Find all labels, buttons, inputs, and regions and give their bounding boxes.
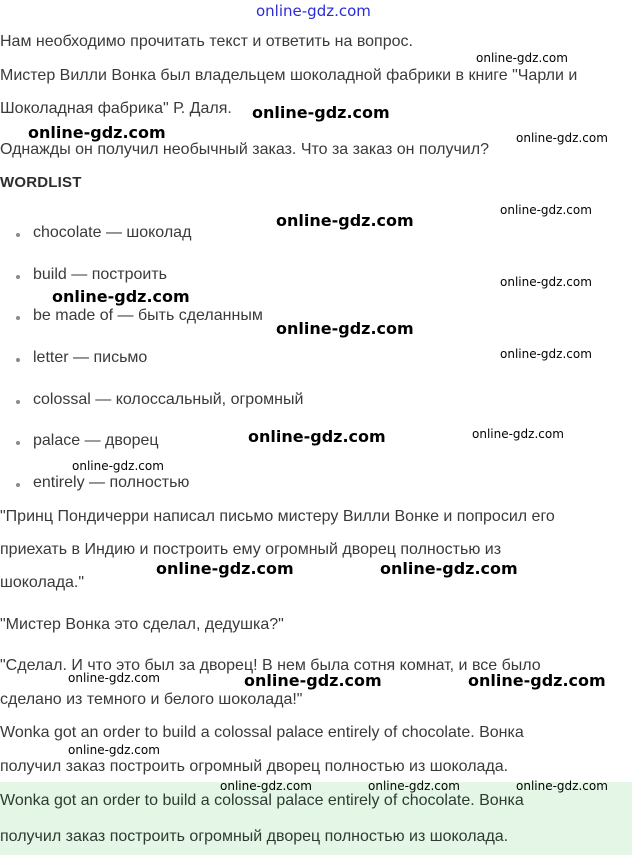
list-item-text: letter — письмо (33, 349, 148, 366)
text-line-7: Wonka got an order to build a colossal palace entirely of chocolate. Вонка (0, 724, 524, 741)
list-item-text: entirely — полностью (33, 474, 190, 491)
watermark: online-gdz.com (68, 743, 160, 757)
watermark: online-gdz.com (468, 671, 606, 690)
text-line-3: шоколада." (0, 574, 85, 591)
watermark: online-gdz.com (500, 275, 592, 289)
text-line-1: "Принц Пондичерри написал письмо мистеру Вилли Вонке и попросил его (0, 508, 555, 525)
watermark: online-gdz.com (516, 779, 608, 793)
watermark: online-gdz.com (380, 559, 518, 578)
header-watermark: online-gdz.com (256, 2, 371, 20)
list-item-text: build — построить (33, 266, 167, 283)
list-item-text: colossal — колоссальный, огромный (33, 391, 304, 408)
watermark: online-gdz.com (28, 123, 166, 142)
bullet-icon (16, 316, 20, 320)
watermark: online-gdz.com (276, 211, 414, 230)
watermark: online-gdz.com (244, 671, 382, 690)
watermark: online-gdz.com (156, 559, 294, 578)
watermark: online-gdz.com (220, 779, 312, 793)
bullet-icon (16, 483, 20, 487)
bullet-icon (16, 233, 20, 237)
watermark: online-gdz.com (248, 427, 386, 446)
answer-line-2: получил заказ построить огромный дворец полностью из шоколада. (0, 828, 509, 845)
watermark: online-gdz.com (252, 103, 390, 122)
watermark: online-gdz.com (72, 459, 164, 473)
bullet-icon (16, 400, 20, 404)
bullet-icon (16, 275, 20, 279)
text-line-6: сделано из темного и белого шоколада!" (0, 691, 303, 708)
bullet-icon (16, 358, 20, 362)
watermark: online-gdz.com (500, 347, 592, 361)
watermark: online-gdz.com (52, 287, 190, 306)
intro-line-1: Нам необходимо прочитать текст и ответить на вопрос. (0, 33, 413, 50)
text-line-5: "Сделал. И что это был за дворец! В нем была сотня комнат, и все было (0, 657, 541, 674)
text-line-4: "Мистер Вонка это сделал, дедушка?" (0, 616, 284, 633)
intro-line-3: Шоколадная фабрика" Р. Даля. (0, 100, 232, 117)
bullet-icon (16, 441, 20, 445)
text-line-8: получил заказ построить огромный дворец полностью из шоколада. (0, 758, 509, 775)
watermark: online-gdz.com (476, 51, 568, 65)
watermark: online-gdz.com (68, 671, 160, 685)
wordlist-heading: WORDLIST (0, 174, 82, 191)
text-line-2: приехать в Индию и построить ему огромный дворец полностью из (0, 541, 502, 558)
list-item-text: palace — дворец (33, 432, 159, 449)
answer-line-1: Wonka got an order to build a colossal palace entirely of chocolate. Вонка (0, 792, 524, 809)
intro-line-4: Однажды он получил необычный заказ. Что за заказ он получил? (0, 141, 489, 158)
watermark: online-gdz.com (368, 779, 460, 793)
watermark: online-gdz.com (276, 319, 414, 338)
watermark: online-gdz.com (500, 203, 592, 217)
watermark: online-gdz.com (472, 427, 564, 441)
watermark: online-gdz.com (516, 131, 608, 145)
list-item-text: chocolate — шоколад (33, 224, 192, 241)
intro-line-2: Мистер Вилли Вонка был владельцем шоколадной фабрики в книге "Чарли и (0, 67, 578, 84)
list-item-text: be made of — быть сделанным (33, 307, 263, 324)
